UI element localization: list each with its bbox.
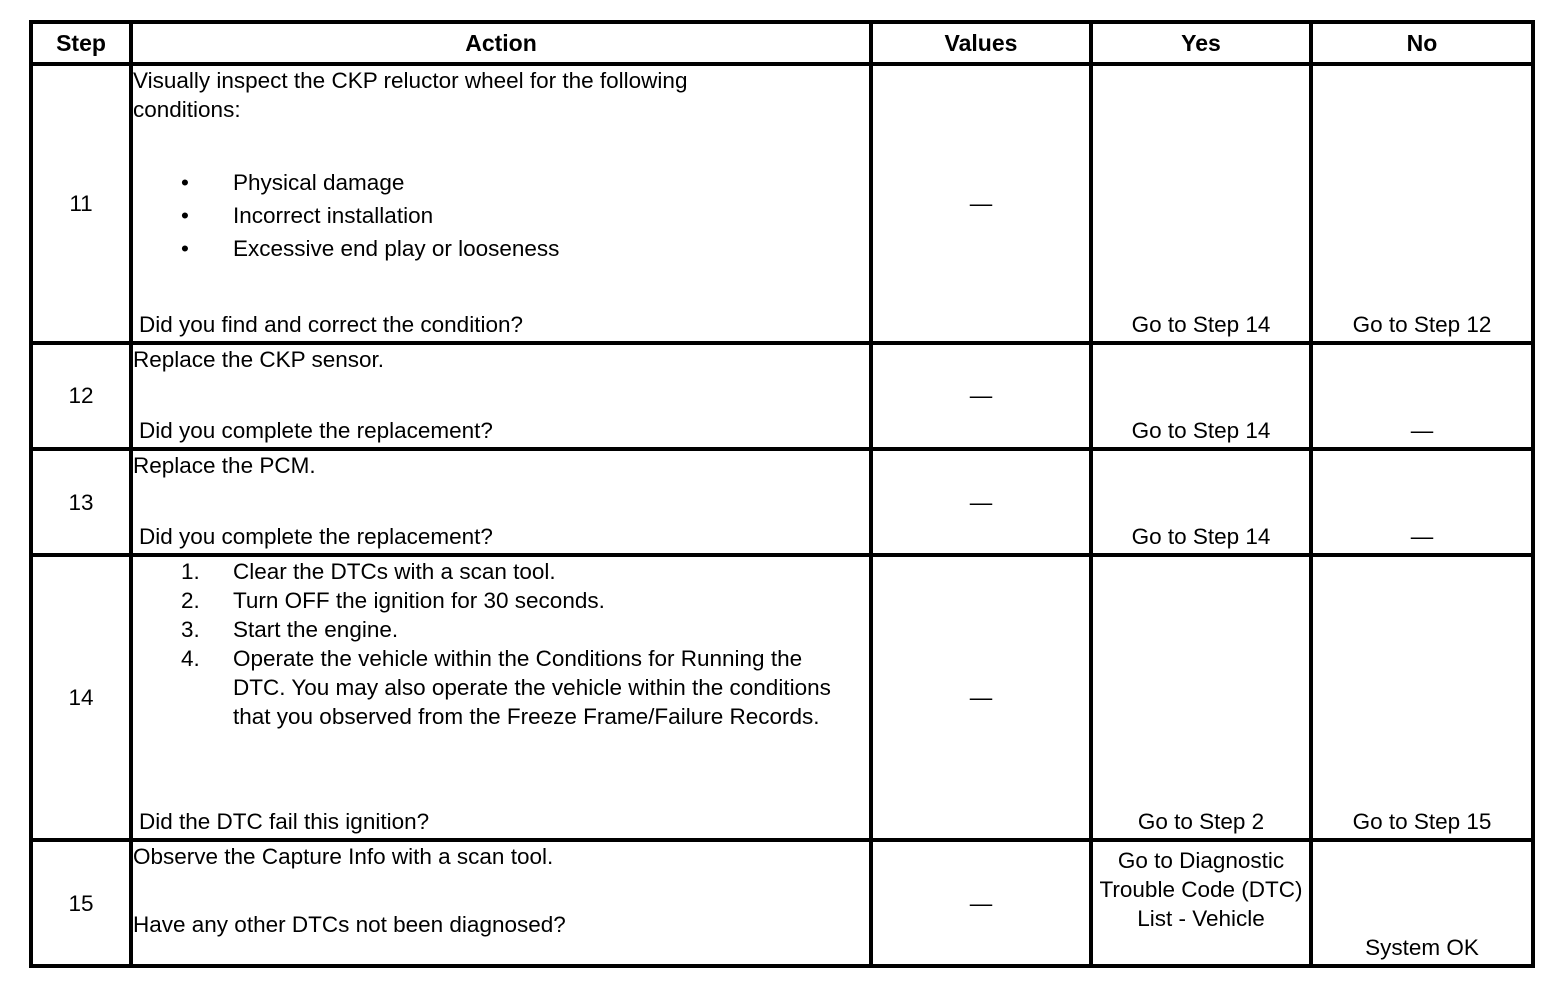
values-cell: — xyxy=(871,343,1091,449)
header-row xyxy=(31,22,1533,64)
header-no: No xyxy=(1311,22,1533,64)
action-question: Have any other DTCs not been diagnosed? xyxy=(133,912,566,938)
action-question: Did you find and correct the condition? xyxy=(139,311,523,337)
no-cell: — xyxy=(1311,449,1533,555)
action-intro: Replace the PCM. xyxy=(133,452,316,478)
list-item: • Incorrect installation xyxy=(133,199,869,232)
action-intro: Observe the Capture Info with a scan tool. xyxy=(133,844,554,870)
yes-cell: Go to Step 14 xyxy=(1091,64,1311,343)
action-cell xyxy=(131,555,871,840)
step-number: 14 xyxy=(31,555,131,840)
condition-list xyxy=(133,166,869,265)
table-row-step-13 xyxy=(31,449,1533,555)
header-step: Step xyxy=(31,22,131,64)
action-cell xyxy=(131,343,871,449)
values-cell: — xyxy=(871,840,1091,966)
values-cell: — xyxy=(871,555,1091,840)
table-row-step-14 xyxy=(31,555,1533,840)
header-yes: Yes xyxy=(1091,22,1311,64)
values-cell: — xyxy=(871,64,1091,343)
step-number: 13 xyxy=(31,449,131,555)
bullet-icon: • xyxy=(181,236,189,261)
action-question: Did the DTC fail this ignition? xyxy=(139,809,430,835)
no-cell: System OK xyxy=(1311,840,1533,966)
action-question: Did you complete the replacement? xyxy=(139,524,493,550)
header-action: Action xyxy=(131,22,871,64)
yes-cell: Go to Step 2 xyxy=(1091,555,1311,840)
yes-cell: Go to Step 14 xyxy=(1091,343,1311,449)
bullet-icon: • xyxy=(181,170,189,195)
yes-cell: Go to Step 14 xyxy=(1091,449,1311,555)
procedure-list xyxy=(133,557,853,731)
action-cell xyxy=(131,64,871,343)
table-row-step-12 xyxy=(31,343,1533,449)
no-cell: — xyxy=(1311,343,1533,449)
header-values: Values xyxy=(871,22,1091,64)
values-cell: — xyxy=(871,449,1091,555)
table-row-step-15 xyxy=(31,840,1533,966)
list-item: 4. Operate the vehicle within the Conditions for Running the DTC. You may also operate the vehicle within the conditions that you observed from the Freeze Frame/Failure Records. xyxy=(181,646,831,730)
step-number: 11 xyxy=(31,64,131,343)
list-item: 3. Start the engine. xyxy=(181,617,399,643)
list-item: • Physical damage xyxy=(133,166,869,199)
list-item: • Excessive end play or looseness xyxy=(133,232,869,265)
no-cell: Go to Step 12 xyxy=(1311,64,1533,343)
action-question: Did you complete the replacement? xyxy=(139,417,493,443)
diagnostic-table xyxy=(29,20,1535,968)
action-intro: Replace the CKP sensor. xyxy=(133,346,384,372)
list-item: 2. Turn OFF the ignition for 30 seconds. xyxy=(181,588,605,614)
action-cell xyxy=(131,840,871,966)
yes-cell: Go to Diagnostic Trouble Code (DTC) List - Vehicle xyxy=(1091,840,1311,966)
bullet-icon: • xyxy=(181,203,189,228)
action-intro: Visually inspect the CKP reluctor wheel for the following conditions: xyxy=(133,68,688,122)
no-cell: Go to Step 15 xyxy=(1311,555,1533,840)
step-number: 12 xyxy=(31,343,131,449)
action-cell xyxy=(131,449,871,555)
list-item: 1. Clear the DTCs with a scan tool. xyxy=(181,559,556,585)
table-row-step-11 xyxy=(31,64,1533,343)
step-number: 15 xyxy=(31,840,131,966)
